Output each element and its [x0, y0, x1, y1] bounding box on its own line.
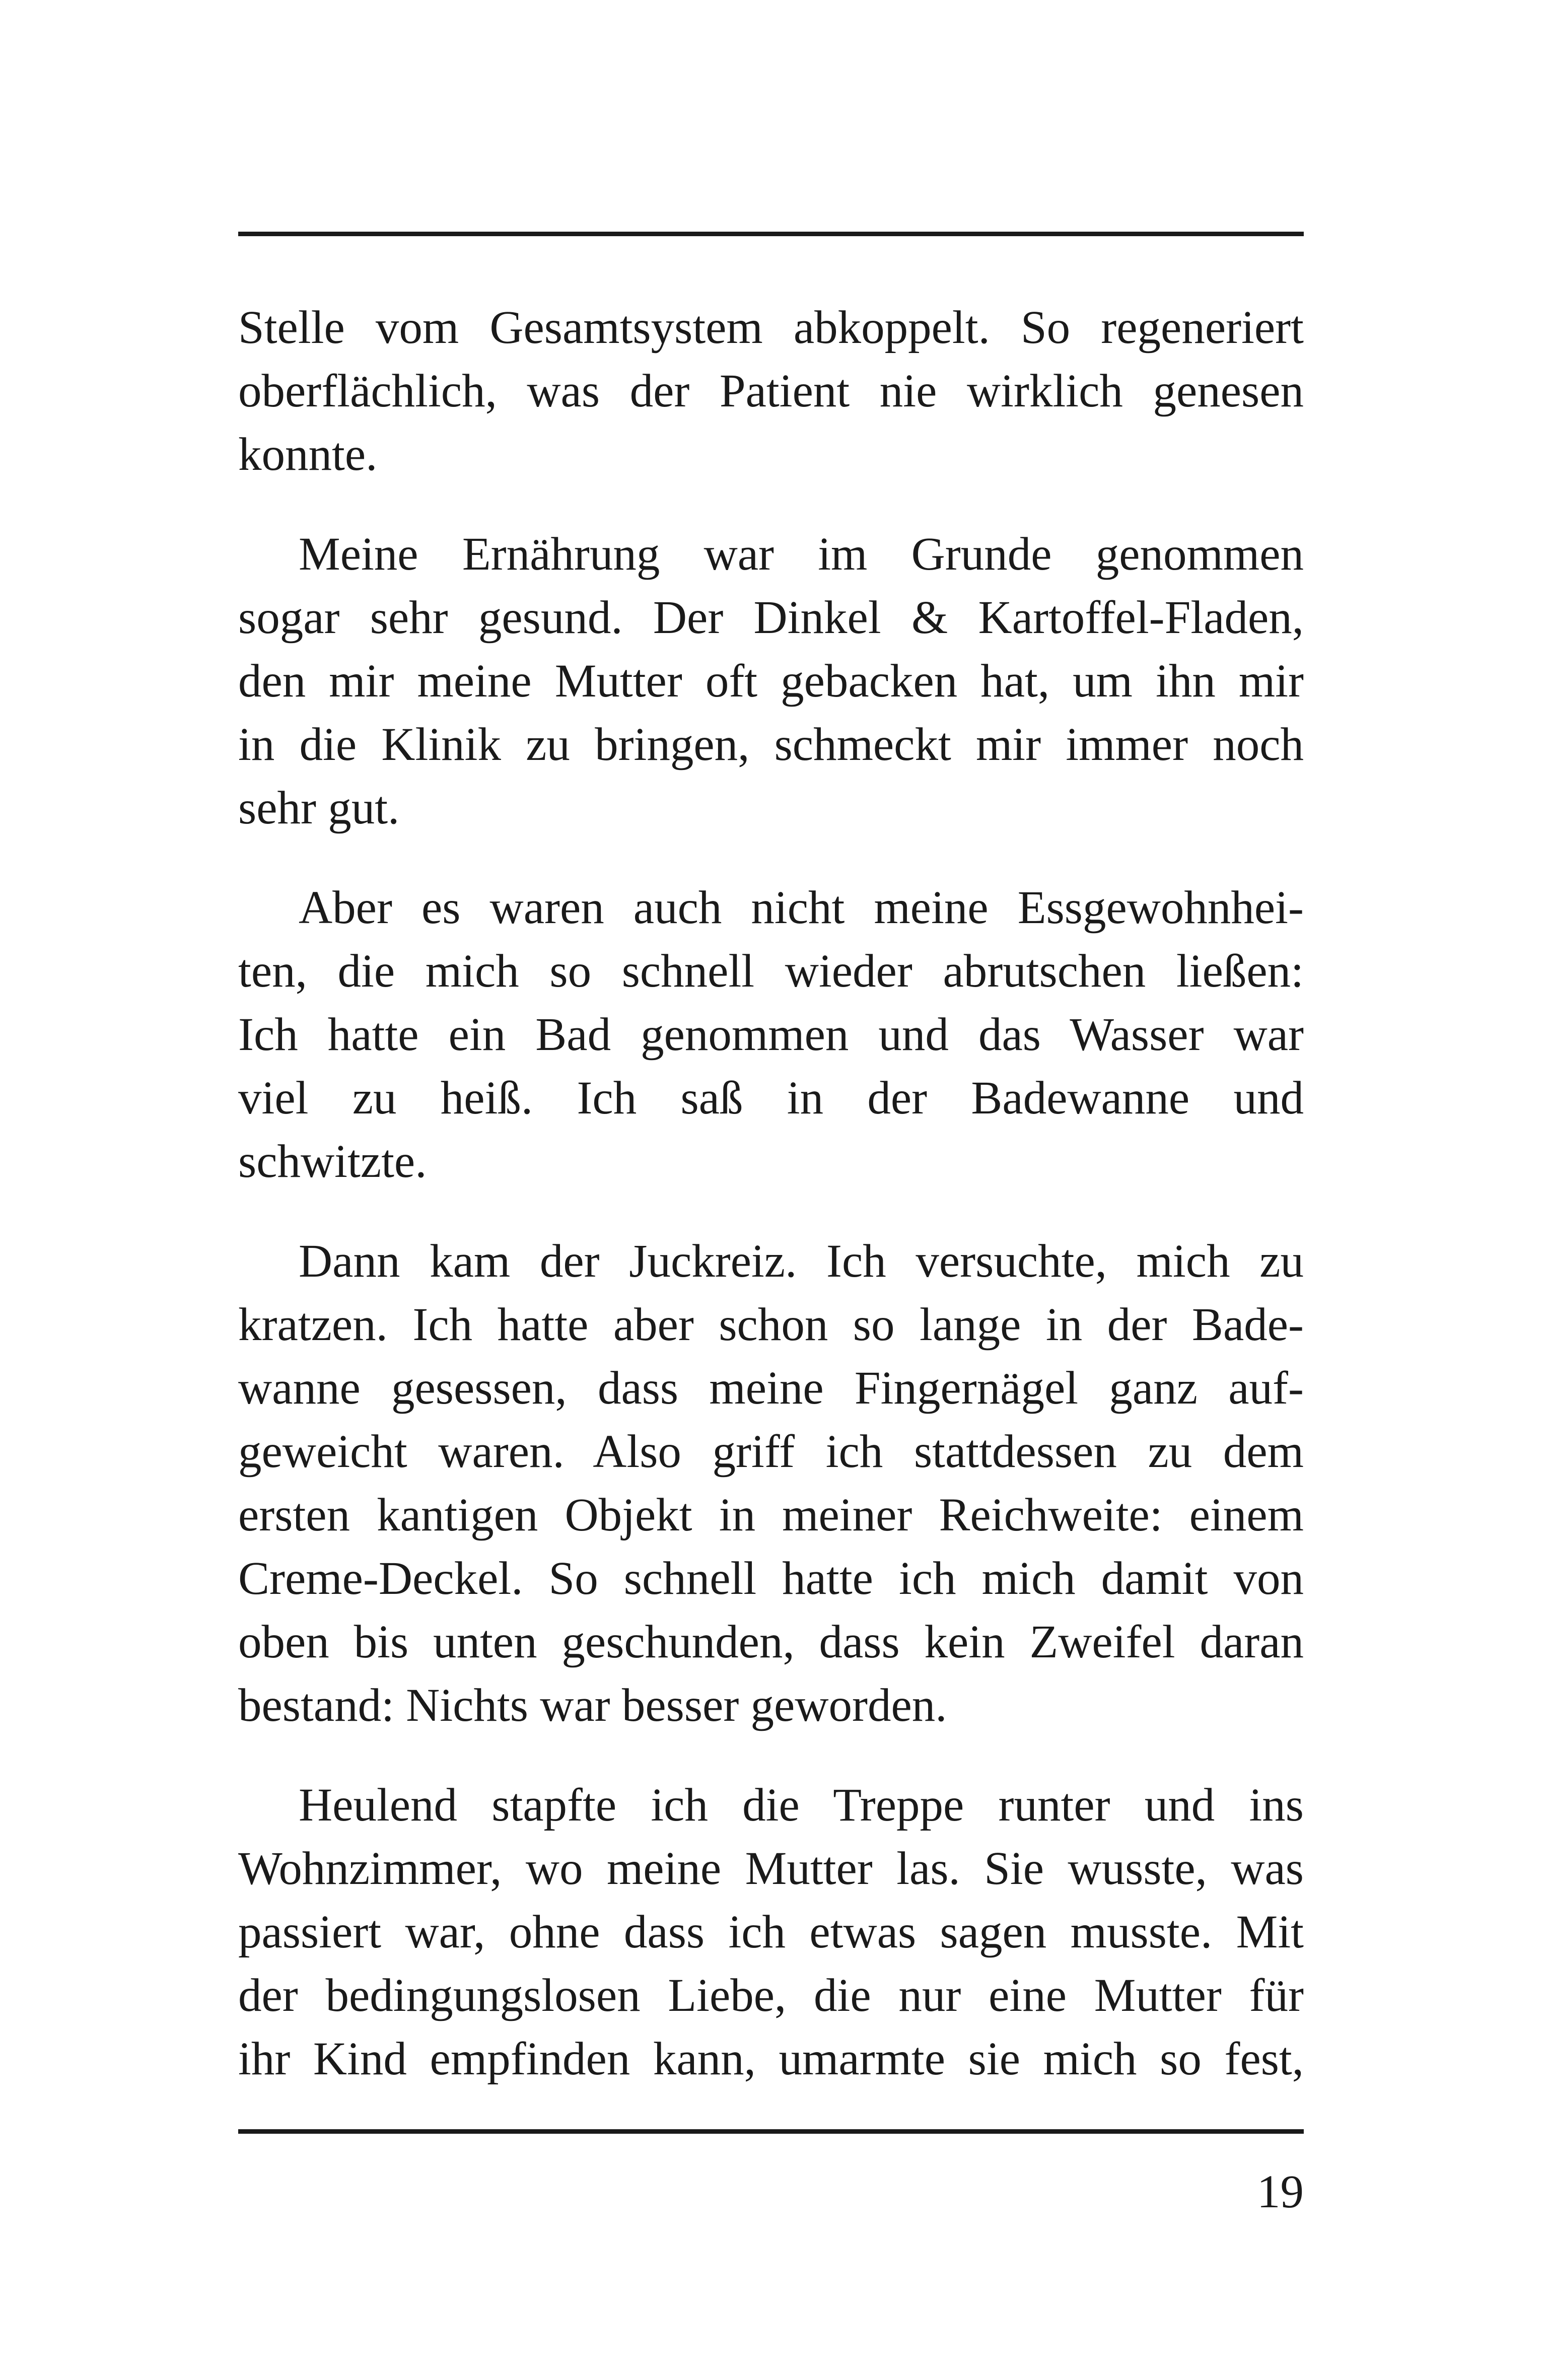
text-line: Creme-Deckel. So schnell hatte ich mich damit von: [238, 1553, 1304, 1604]
text-line: schwitzte.: [238, 1136, 427, 1187]
text-line: sogar sehr gesund. Der Dinkel & Kartoffel-Fladen,: [238, 592, 1304, 644]
text-line: sehr gut.: [238, 782, 400, 834]
text-line: Meine Ernährung war im Grunde genommen: [299, 528, 1304, 580]
text-line: kratzen. Ich hatte aber schon so lange in der Bade-: [238, 1299, 1304, 1351]
paragraph: [238, 876, 1304, 1194]
footer-rule: [238, 2129, 1304, 2134]
text-line: ten, die mich so schnell wieder abrutschen ließen:: [238, 945, 1304, 997]
paragraph: [238, 1774, 1304, 2091]
text-line: der bedingungslosen Liebe, die nur eine Mutter für: [238, 1970, 1304, 2021]
text-line: in die Klinik zu bringen, schmeckt mir immer noch: [238, 719, 1304, 771]
text-line: Heulend stapfte ich die Treppe runter und ins: [299, 1779, 1304, 1831]
text-line: den mir meine Mutter oft gebacken hat, um ihn mir: [238, 655, 1304, 707]
text-line: wanne gesessen, dass meine Fingernägel ganz auf-: [238, 1362, 1304, 1414]
text-line: Stelle vom Gesamtsystem abkoppelt. So regeneriert: [238, 302, 1304, 354]
text-line: Dann kam der Juckreiz. Ich versuchte, mich zu: [299, 1235, 1304, 1287]
text-line: ihr Kind empfinden kann, umarmte sie mich so fest,: [238, 2033, 1304, 2085]
paragraph: [238, 296, 1304, 486]
text-line: bestand: Nichts war besser geworden.: [238, 1679, 947, 1731]
paragraph: [238, 523, 1304, 840]
text-line: passiert war, ohne dass ich etwas sagen musste. Mit: [238, 1906, 1304, 1958]
text-line: geweicht waren. Also griff ich stattdessen zu dem: [238, 1426, 1304, 1478]
text-line: oben bis unten geschunden, dass kein Zweifel daran: [238, 1616, 1304, 1668]
page-number: 19: [1257, 2166, 1304, 2218]
text-line: oberflächlich, was der Patient nie wirklich genesen: [238, 365, 1304, 417]
paragraph: [238, 1230, 1304, 1737]
text-line: Ich hatte ein Bad genommen und das Wasser war: [238, 1009, 1304, 1061]
header-rule: [238, 232, 1304, 236]
body-text: [238, 296, 1304, 2091]
text-line: viel zu heiß. Ich saß in der Badewanne und: [238, 1072, 1304, 1124]
text-line: Aber es waren auch nicht meine Essgewohnhei-: [299, 882, 1304, 934]
text-line: ersten kantigen Objekt in meiner Reichweite: einem: [238, 1489, 1304, 1541]
text-line: konnte.: [238, 429, 378, 480]
text-line: Wohnzimmer, wo meine Mutter las. Sie wusste, was: [238, 1843, 1304, 1895]
